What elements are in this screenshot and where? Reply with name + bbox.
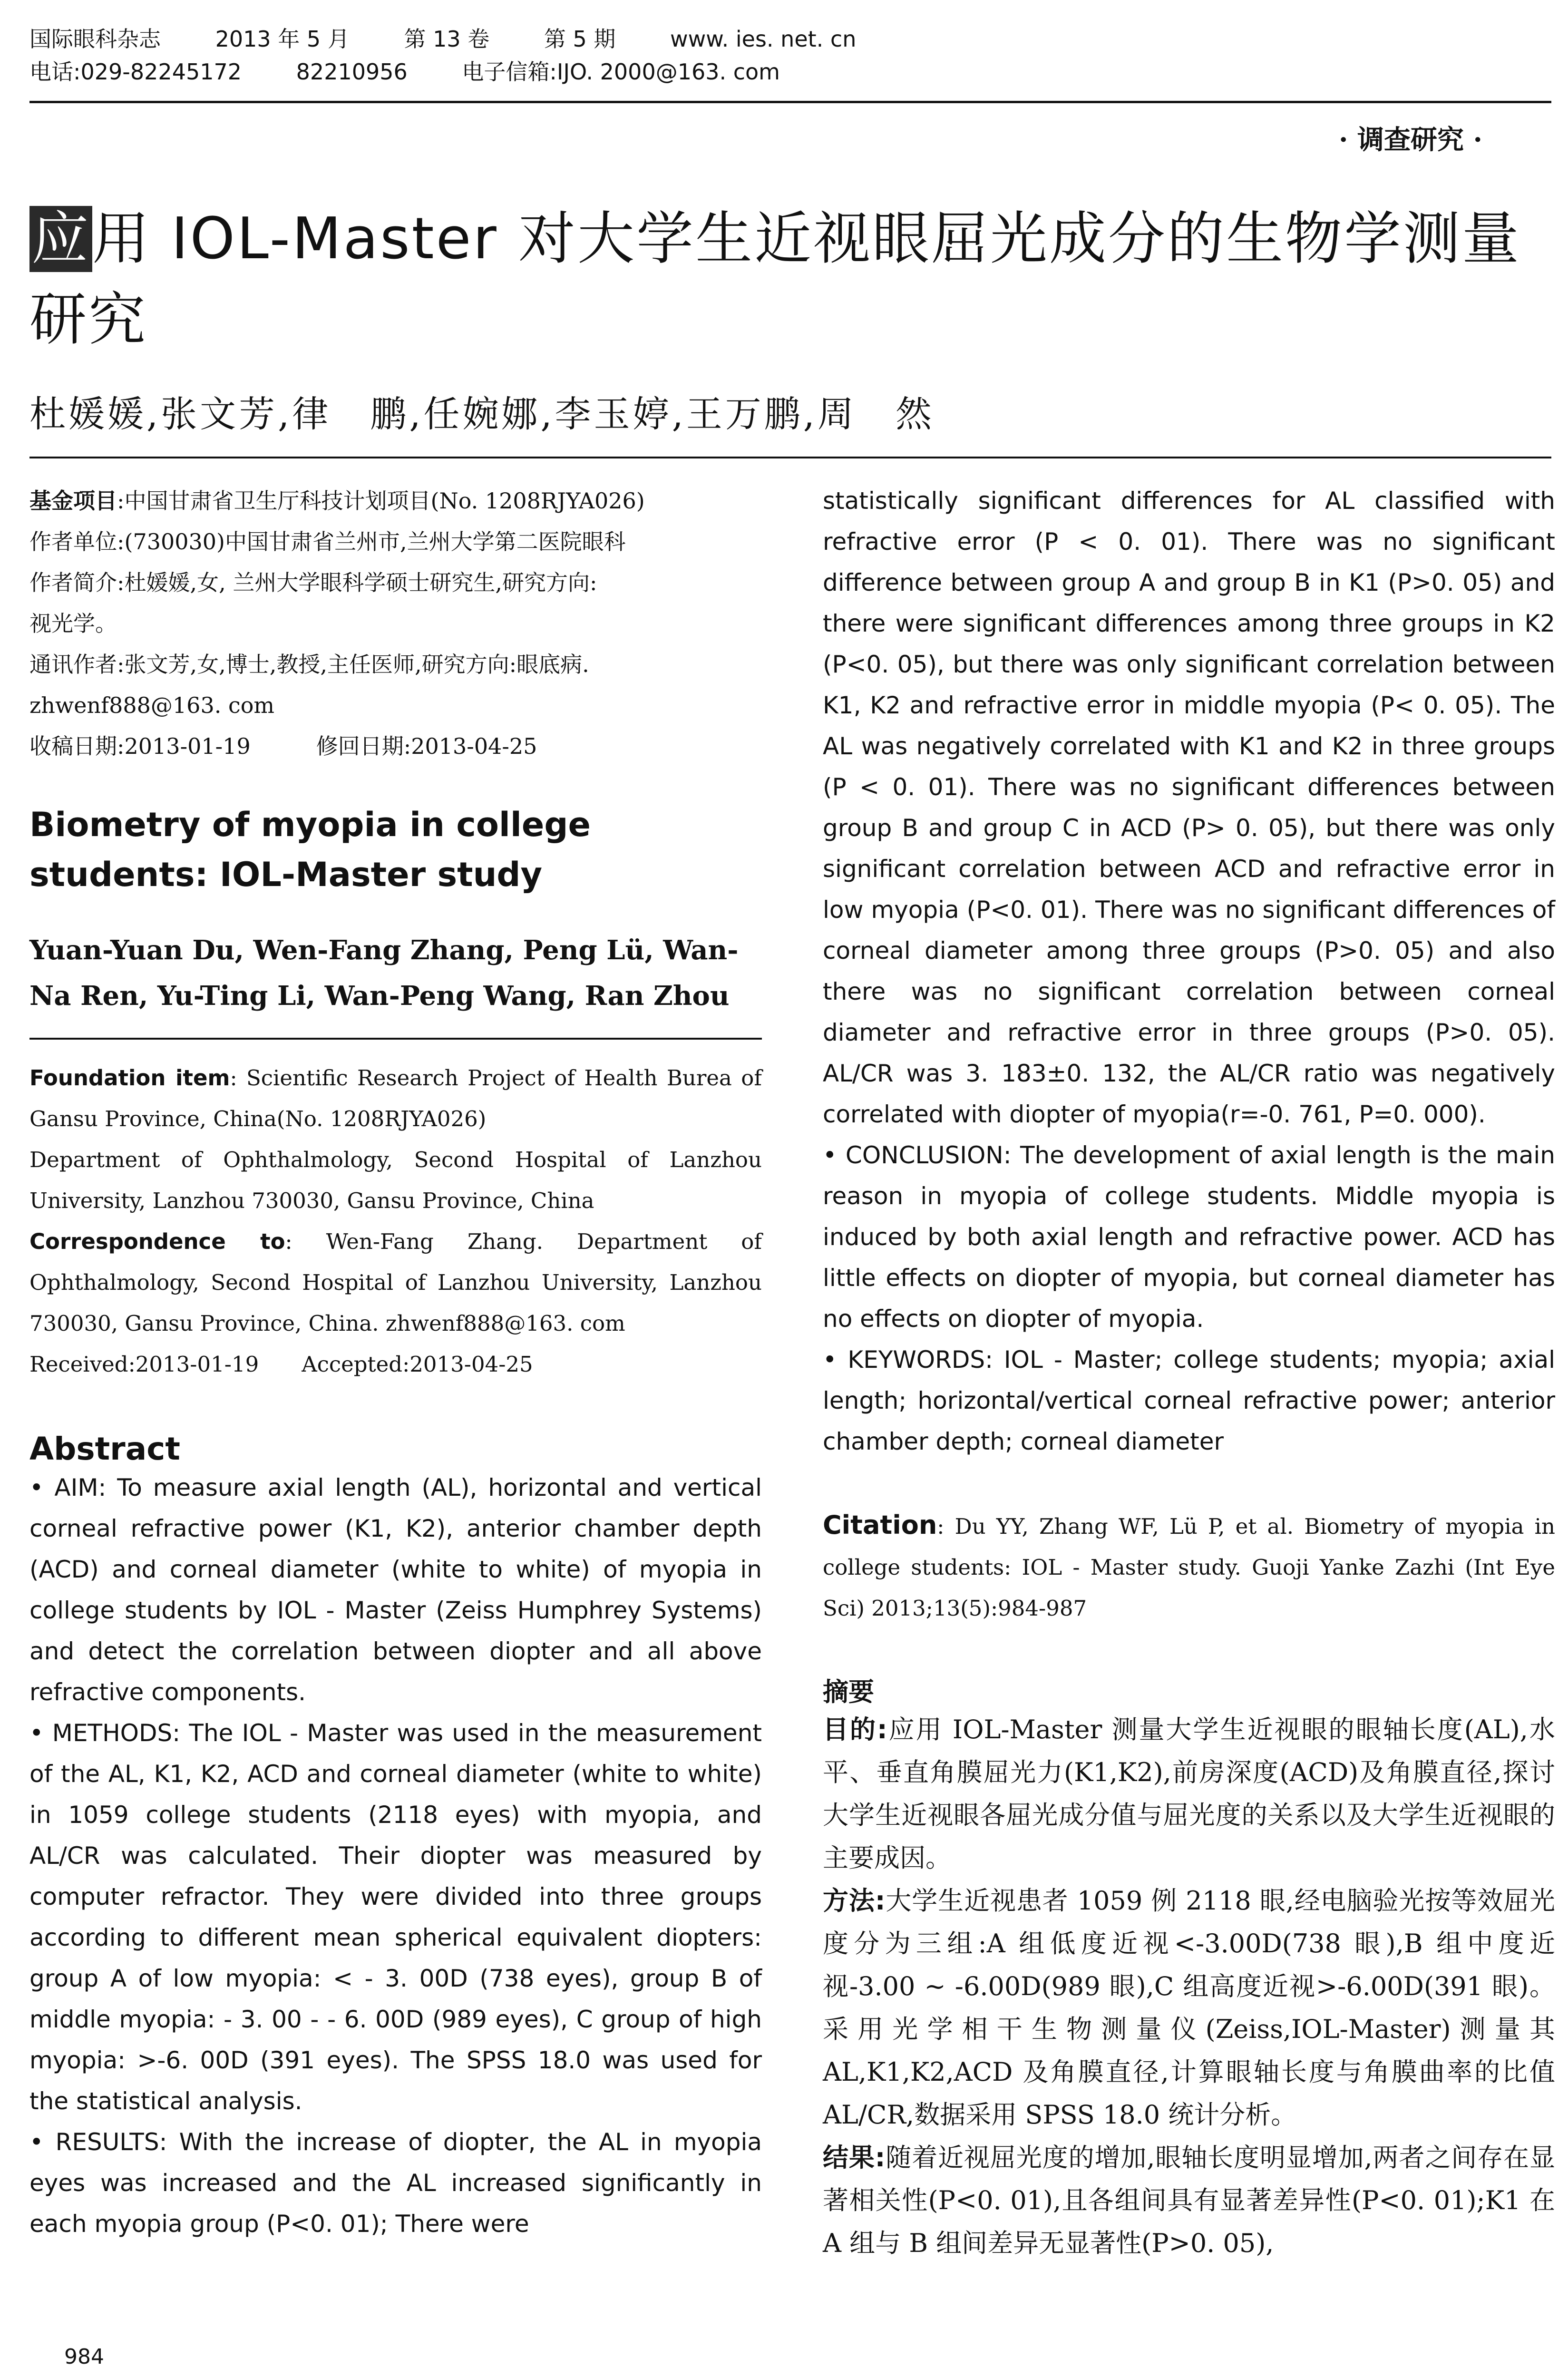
header-rule <box>29 101 1551 103</box>
foundation-item <box>29 1058 762 1140</box>
cn-aim <box>823 1708 1555 1880</box>
fund-label: 基金项目 <box>29 488 117 514</box>
abstract-keywords: • KEYWORDS: IOL - Master; college students; myopia; axial length; horizontal/vertical corneal refractive power; anterior chamber depth; corneal diameter <box>823 1346 1555 1455</box>
correspondence <box>29 1221 762 1344</box>
title-first-char: 应 <box>29 206 92 272</box>
correspondence-label: Correspondence to <box>29 1229 285 1254</box>
article-title-en: Biometry of myopia in college students: IOL-Master study <box>29 805 591 894</box>
volume: 第 13 卷 <box>404 26 490 52</box>
article-title-cn <box>29 199 1551 361</box>
corr-line-1: 通讯作者:张文芳,女,博士,教授,主任医师,研究方向:眼底病. <box>29 652 589 677</box>
fund-text: :中国甘肃省卫生厅科技计划项目(No. 1208RJYA026) <box>117 488 645 514</box>
meta-en <box>29 1058 762 1385</box>
left-column <box>29 480 762 2244</box>
intro-line-2: 视光学。 <box>29 611 117 636</box>
abstract-results-cont: statistically significant differences for AL classified with refractive error (P < 0. 01). There was no significant difference between group A and group B in K1 (P>0. 05) and there were significant differences among three groups in K2 (P<0. 05), but there was only significant correlation between K1, K2 and refractive error in middle myopia (P< 0. 05). The AL was negatively correlated with K1 and K2 in three groups (P < 0. 01). There was no significant differences between group B and group C in ACD (P> 0. 05), but there was only significant correlation between ACD and refractive error in low myopia (P<0. 01). There was no significant differences of corneal diameter among three groups (P>0. 05) and also there was no significant correlation between corneal diameter and refractive error in three groups (P>0. 05). AL/CR was 3. 183±0. 132, the AL/CR ratio was negatively correlated with diopter of myopia(r=-0. 761, P=0. 000). <box>823 487 1555 1128</box>
journal-header <box>29 23 1551 88</box>
abstract-results-start: • RESULTS: With the increase of diopter, the AL in myopia eyes was increased and the AL increased significantly in each myopia group (P<0. 01); There were <box>29 2128 762 2238</box>
fund-line <box>29 480 762 521</box>
title-rule <box>29 457 1551 458</box>
journal-website: www. ies. net. cn <box>670 26 857 52</box>
foundation-text: : Scientific Research Project of Health Burea of Gansu Province, China(No. 1208RJYA026) <box>29 1065 762 1131</box>
abstract-conclusion: • CONCLUSION: The development of axial length is the main reason in myopia of college students. Middle myopia is induced by both axial length and refractive power. ACD has little effects on diopter of myopia, but corneal diameter has no effects on diopter of myopia. <box>823 1141 1555 1333</box>
journal-header-line-2 <box>29 56 1551 88</box>
cn-aim-label: 目的: <box>823 1715 887 1744</box>
section-category: · 调查研究 · <box>1339 124 1482 156</box>
issue-date: 2013 年 5 月 <box>215 26 350 52</box>
meta-cn <box>29 480 762 767</box>
cn-methods-label: 方法: <box>823 1886 886 1916</box>
authors-en: Yuan-Yuan Du, Wen-Fang Zhang, Peng Lü, Wan-Na Ren, Yu-Ting Li, Wan-Peng Wang, Ran Zhou <box>29 935 739 1012</box>
phone-2: 82210956 <box>296 59 408 85</box>
intro-line-1: 作者简介:杜媛媛,女, 兰州大学眼科学硕士研究生,研究方向: <box>29 570 597 595</box>
dates-en: Received:2013-01-19 Accepted:2013-04-25 <box>29 1352 533 1377</box>
abstract-left <box>29 1467 762 2244</box>
dates-cn: 收稿日期:2013-01-19 修回日期:2013-04-25 <box>29 733 537 759</box>
page-number: 984 <box>64 2345 104 2369</box>
abstract-aim: • AIM: To measure axial length (AL), horizontal and vertical corneal refractive power (K1, K2), anterior chamber depth (ACD) and corneal diameter (white to white) of myopia in college students by IOL - Master (Zeiss Humphrey Systems) and detect the correlation between diopter and all above refractive components. <box>29 1474 762 1706</box>
authors-cn: 杜媛媛,张文芳,律 鹏,任婉娜,李玉婷,王万鹏,周 然 <box>29 393 935 435</box>
title-rest: 用 IOL-Master 对大学生近视眼屈光成分的生物学测量研究 <box>29 206 1521 353</box>
email: 电子信箱:IJO. 2000@163. com <box>462 59 780 85</box>
cn-aim-text: 应用 IOL-Master 测量大学生近视眼的眼轴长度(AL),水平、垂直角膜屈光力(K1,K2),前房深度(ACD)及角膜直径,探讨大学生近视眼各屈光成分值与屈光度的关系以及大学生近视眼的主要成因。 <box>823 1715 1555 1873</box>
cn-abstract-heading: 摘要 <box>823 1677 874 1707</box>
department: Department of Ophthalmology, Second Hospital of Lanzhou University, Lanzhou 730030, Gansu Province, China <box>29 1147 762 1213</box>
cn-methods-text: 大学生近视患者 1059 例 2118 眼,经电脑验光按等效屈光度分为三组:A 组低度近视<-3.00D(738 眼),B 组中度近视-3.00 ~ -6.00D(989 眼),C 组高度近视>-6.00D(391 眼)。采用光学相干生物测量仪(Zeiss,IOL-Master)测量其 AL,K1,K2,ACD 及角膜直径,计算眼轴长度与角膜曲率的比值 AL/CR,数据采用 SPSS 18.0 统计分析。 <box>823 1886 1555 2130</box>
cn-methods <box>823 1880 1555 2136</box>
correspondence-text: : Wen-Fang Zhang. Department of Ophthalmology, Second Hospital of Lanzhou University, Lanzhou 730030, Gansu Province, China. zhwenf888@163. com <box>29 1229 762 1336</box>
abstract-heading: Abstract <box>29 1431 180 1467</box>
foundation-label: Foundation item <box>29 1065 230 1091</box>
corr-line-2: zhwenf888@163. com <box>29 692 275 718</box>
cn-results <box>823 2136 1555 2265</box>
citation-label: Citation <box>823 1510 937 1540</box>
journal-name: 国际眼科杂志 <box>29 26 161 52</box>
cn-abstract <box>823 1708 1555 2265</box>
unit-line: 作者单位:(730030)中国甘肃省兰州市,兰州大学第二医院眼科 <box>29 529 626 555</box>
phone: 电话:029-82245172 <box>29 59 242 85</box>
right-column <box>823 480 1555 2265</box>
en-authors-rule <box>29 1038 762 1040</box>
cn-results-label: 结果: <box>823 2143 886 2172</box>
cn-results-text: 随着近视屈光度的增加,眼轴长度明显增加,两者之间存在显著相关性(P<0. 01),且各组间具有显著差异性(P<0. 01);K1 在 A 组与 B 组间差异无显著性(P>0. 05), <box>823 2143 1555 2258</box>
citation <box>823 1505 1555 1629</box>
abstract-right <box>823 480 1555 1462</box>
citation-text: : Du YY, Zhang WF, Lü P, et al. Biometry of myopia in college students: IOL - Master study. Guoji Yanke Zazhi (Int Eye Sci) 2013;13(5):984-987 <box>823 1514 1555 1621</box>
issue: 第 5 期 <box>544 26 616 52</box>
journal-header-line-1 <box>29 23 1551 56</box>
abstract-methods: • METHODS: The IOL - Master was used in the measurement of the AL, K1, K2, ACD and corneal diameter (white to white) in 1059 college students (2118 eyes) with myopia, and AL/CR was calculated. Their diopter was measured by computer refractor. They were divided into three groups according to different mean spherical equivalent diopters: group A of low myopia: < - 3. 00D (738 eyes), group B of middle myopia: - 3. 00 - - 6. 00D (989 eyes), C group of high myopia: >-6. 00D (391 eyes). The SPSS 18.0 was used for the statistical analysis. <box>29 1719 762 2115</box>
